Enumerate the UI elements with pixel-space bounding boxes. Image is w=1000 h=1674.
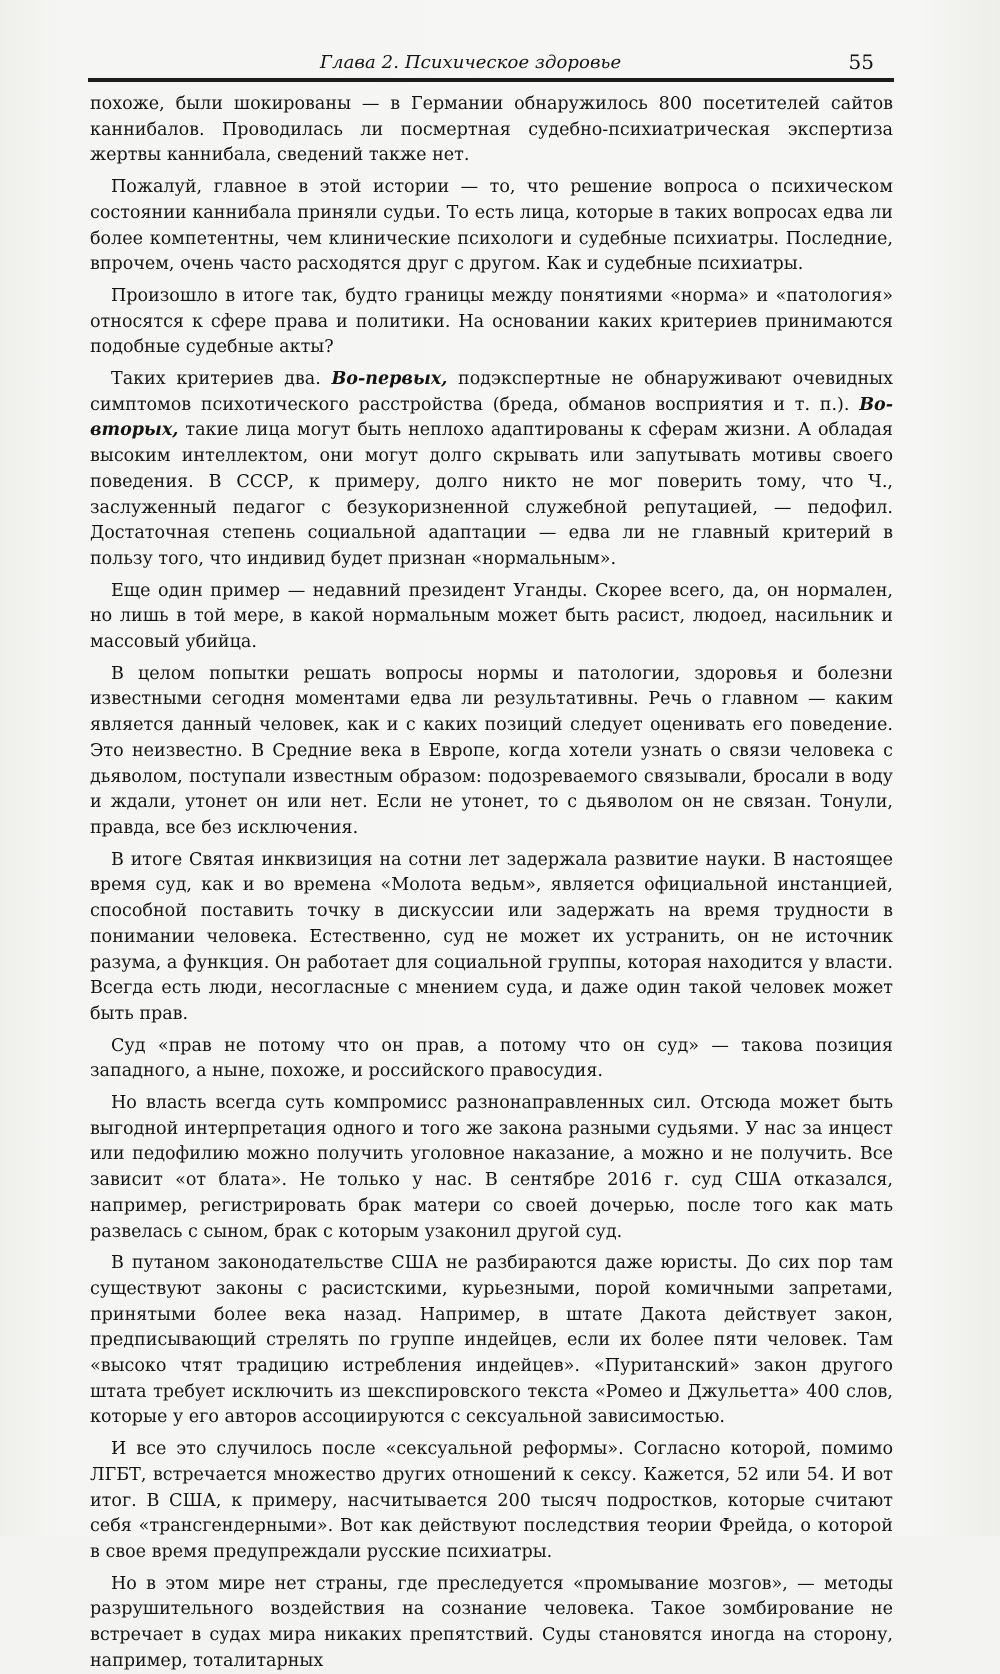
paragraph-text: такие лица могут быть неплохо адаптированы к сферам жизни. А обладая высоким интеллектом, они могут долго скрывать или запутывать мотивы своего поведения. В СССР, к примеру, долго никто не мог поверить тому, что Ч., заслуженный педагог с безукоризненной служебной репутацией, — педофил. Достаточная степень социальной адаптации — едва ли не главный критерий в пользу того, что индивид будет признан «нормальным». xyxy=(90,420,893,569)
paragraph-text: подэкспертные не обнаруживают очевидных симптомов психотического расстройства (бреда, обманов восприятия и т. п.). xyxy=(90,369,893,415)
paragraph: И все это случилось после «сексуальной реформы». Согласно которой, помимо ЛГБТ, встречается множество других отношений к сексу. Кажется, 52 или 54. И вот итог. В США, к примеру, насчитывается 200 тысяч подростков, которые считают себя «трансгендерными». Вот как действуют последствия теории Фрейда, о которой в свое время предупреждали русские психиатры. xyxy=(90,1439,893,1562)
paragraph xyxy=(90,367,893,573)
emphasis-second: Во-вторых, xyxy=(90,394,893,441)
paragraph: Суд «прав не потому что он прав, а потому что он суд» — такова позиция западного, а ныне, похоже, и российского правосудия. xyxy=(90,1035,893,1082)
page-number: 55 xyxy=(848,50,874,74)
paragraph: Пожалуй, главное в этой истории — то, что решение вопроса о психическом состоянии каннибала приняли судьи. То есть лица, которые в таких вопросах едва ли более компетентны, чем клинические психологи и судебные психиатры. Последние, впрочем, очень часто расходятся друг с другом. Как и судебные психиатры. xyxy=(90,177,893,275)
paragraph: похоже, были шокированы — в Германии обнаружилось 800 посетителей сайтов каннибалов. Проводилась ли посмертная судебно-психиатрическая экспертиза жертвы каннибала, сведений также нет. xyxy=(90,94,893,166)
emphasis-first: Во-первых, xyxy=(331,369,448,390)
paragraph: В итоге Святая инквизиция на сотни лет задержала развитие науки. В настоящее время суд, как и во времена «Молота ведьм», является официальной инстанцией, способной поставить точку в дискуссии или задержать на время трудности в понимании человека. Естественно, суд не может их устранить, он не источник разума, а функция. Он работает для социальной группы, которая находится у власти. Всегда есть люди, несогласные с мнением суда, и даже один такой человек может быть прав. xyxy=(90,849,893,1024)
paragraph: Но власть всегда суть компромисс разнонаправленных сил. Отсюда может быть выгодной интерпретация одного и того же закона разными судьями. У нас за инцест или педофилию можно получить уголовное наказание, а можно и не получить. Все зависит «от блата». Не только у нас. В сентябре 2016 г. суд США отказался, например, регистрировать брак матери со своей дочерью, после того как мать развелась с сыном, брак с которым узаконил другой суд. xyxy=(90,1093,893,1242)
paragraph: Произошло в итоге так, будто границы между понятиями «норма» и «патология» относятся к сфере права и политики. На основании каких критериев принимаются подобные судебные акты? xyxy=(90,285,893,358)
chapter-title: Глава 2. Психическое здоровье xyxy=(320,52,622,73)
paragraph-text: Таких критериев два. xyxy=(111,369,332,390)
running-head xyxy=(88,50,894,84)
paragraph: Еще один пример — недавний президент Уганды. Скорее всего, да, он нормален, но лишь в той мере, в какой нормальным может быть расист, людоед, насильник и массовый убийца. xyxy=(90,580,893,653)
paragraph: Но в этом мире нет страны, где преследуется «промывание мозгов», — методы разрушительного воздействия на сознание человека. Такое зомбирование не встречает в судах мира никаких препятствий. Суды становятся иногда на сторону, например, тоталитарных xyxy=(90,1573,893,1671)
body-text xyxy=(90,92,893,1674)
paragraph: В путаном законодательстве США не разбираются даже юристы. До сих пор там существуют законы с расистскими, курьезными, порой комичными запретами, принятыми более века назад. Например, в штате Дакота действует закон, предписывающий стрелять по группе индейцев, если их более пяти человек. Там «высоко чтят традицию истребления индейцев». «Пуританский» закон другого штата требует исключить из шекспировского текста «Ромео и Джульетта» 400 слов, которые у его авторов ассоциируются с сексуальной зависимостью. xyxy=(90,1253,893,1428)
header-rule xyxy=(88,78,894,82)
paragraph: В целом попытки решать вопросы нормы и патологии, здоровья и болезни известными сегодня моментами едва ли результативны. Речь о главном — каким является данный человек, как и с каких позиций следует оценивать его поведение. Это неизвестно. В Средние века в Европе, когда хотели узнать о связи человека с дьяволом, поступали известным образом: подозреваемого связывали, бросали в воду и ждали, утонет он или нет. Если не утонет, то с дьяволом он не связан. Тонули, правда, все без исключения. xyxy=(90,663,893,838)
